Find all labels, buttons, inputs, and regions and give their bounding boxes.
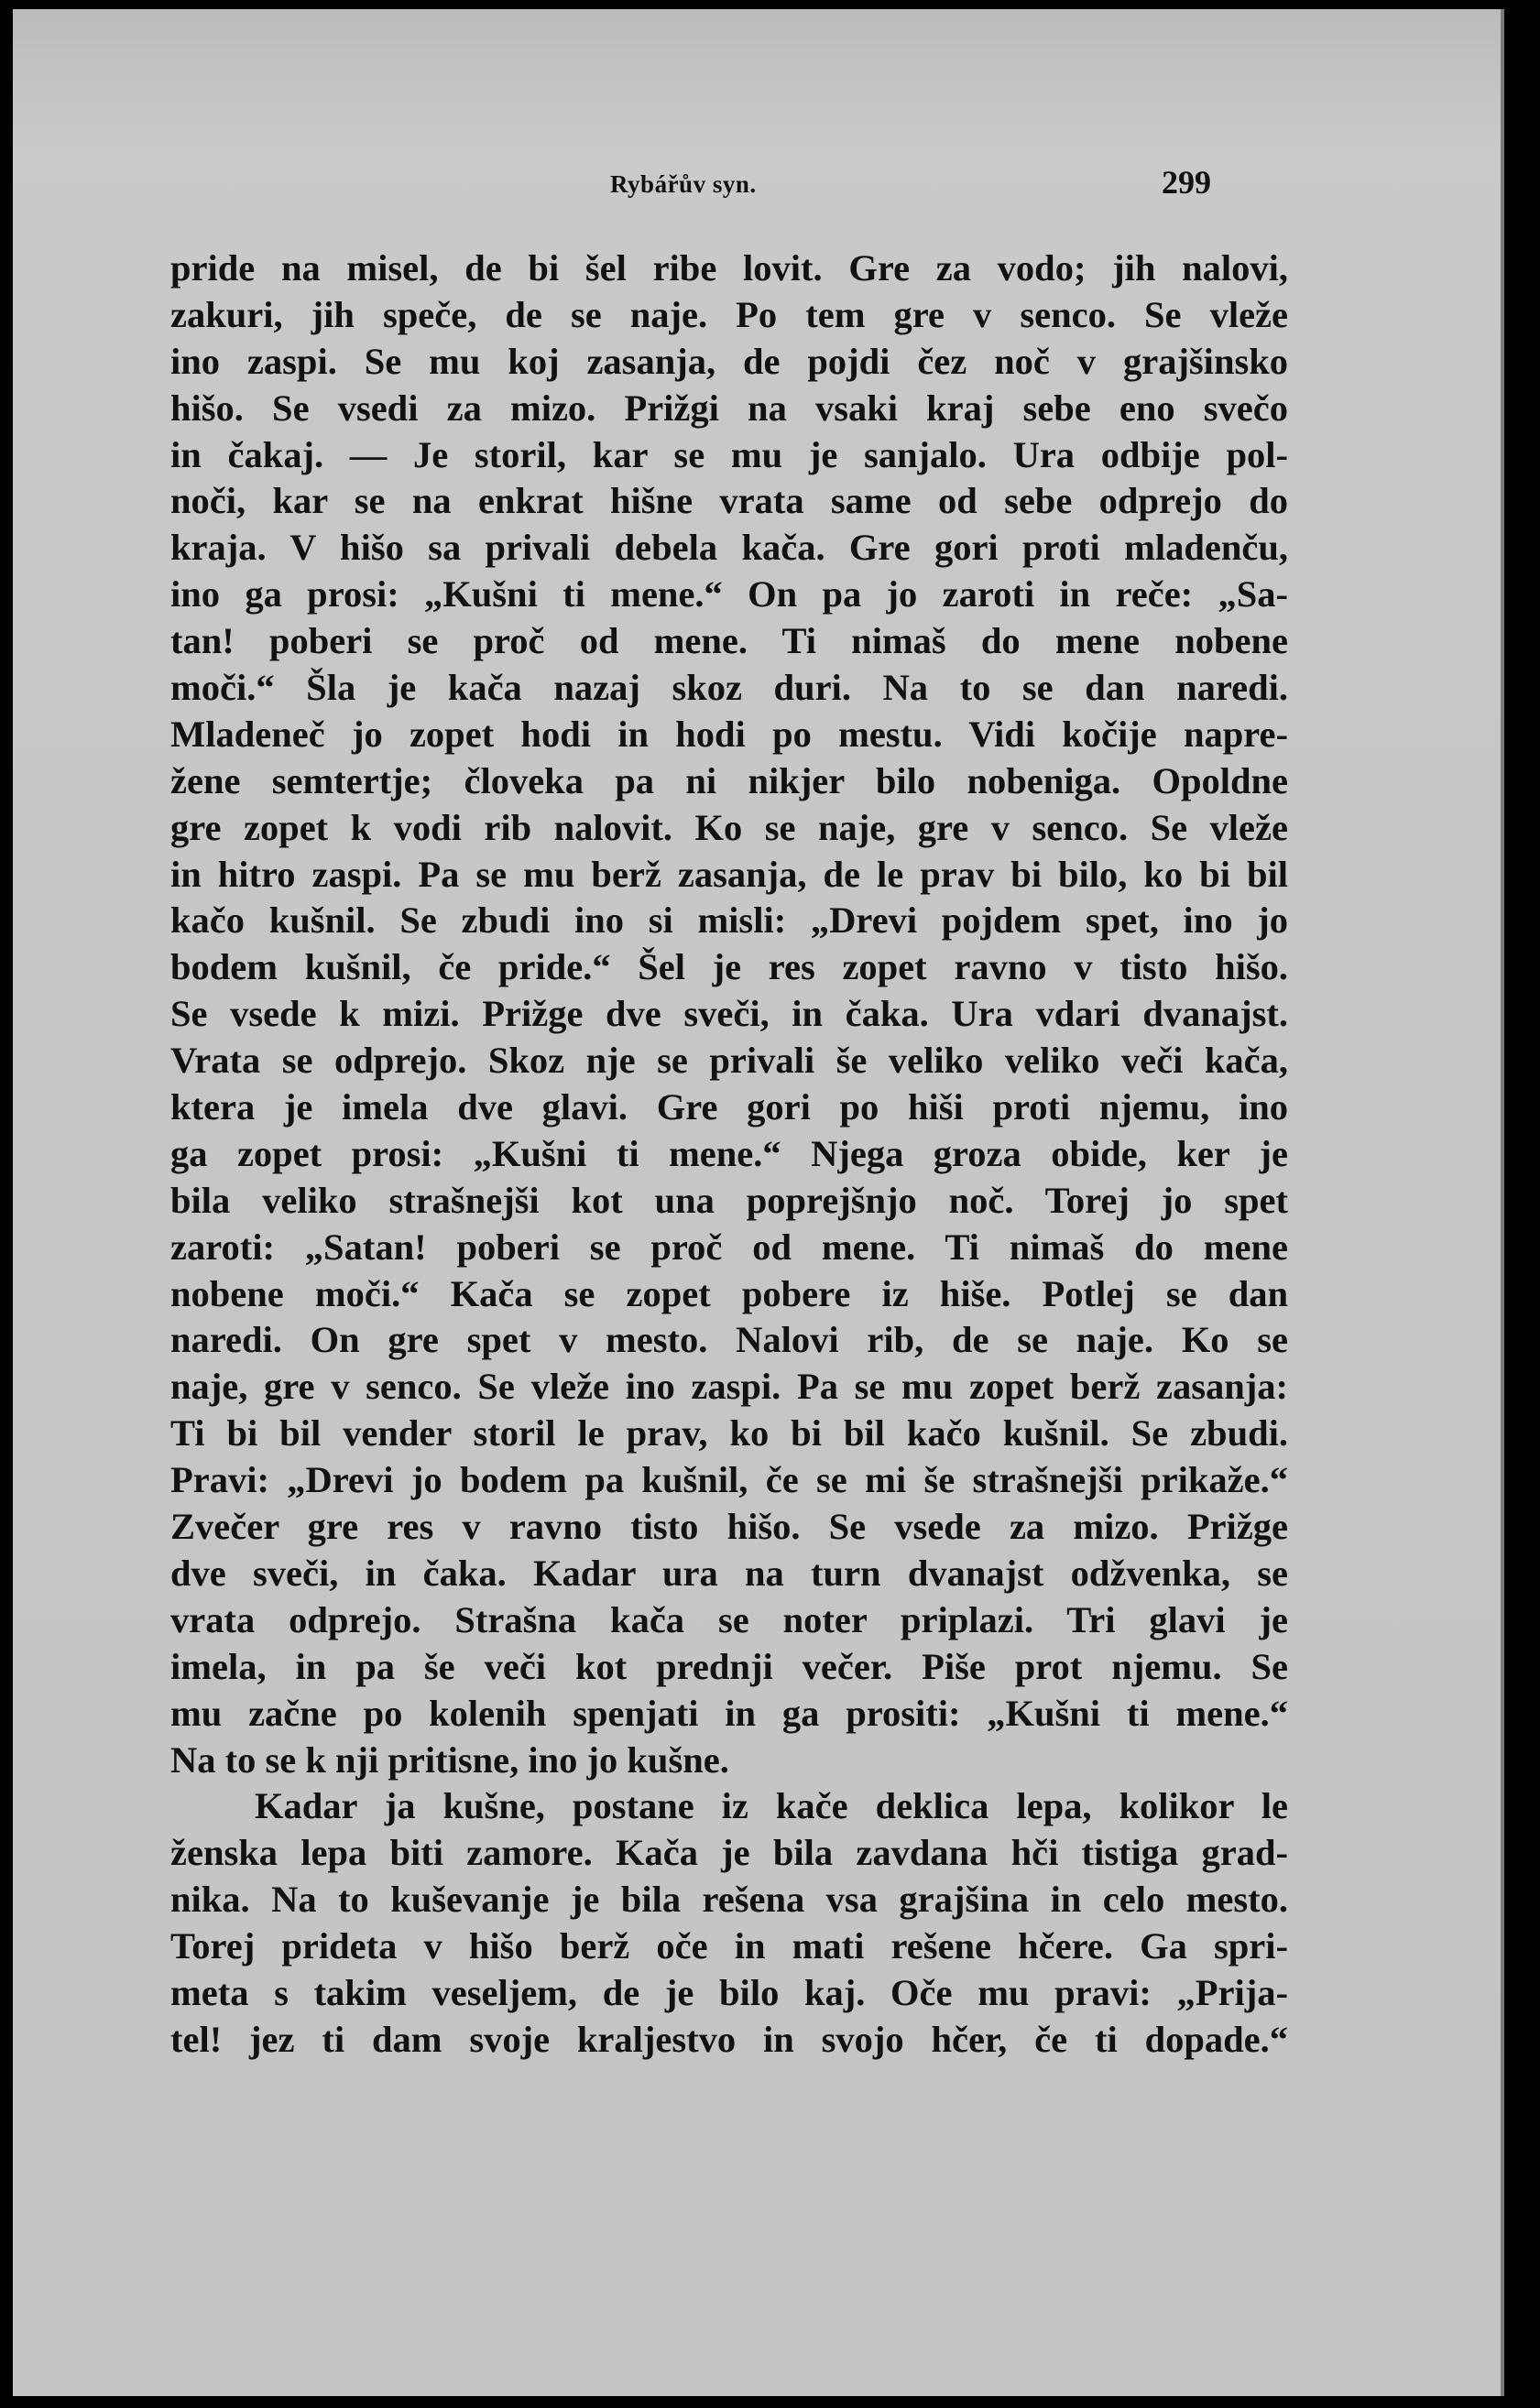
text-line: hišo. Se vsedi za mizo. Prižgi na vsaki kraj sebe eno svečo	[170, 387, 1288, 429]
text-line: noči, kar se na enkrat hišne vrata same od sebe odprejo do	[170, 480, 1288, 522]
text-line: pride na misel, de bi šel ribe lovit. Gre za vodo; jih nalovi,	[170, 247, 1288, 289]
text-line: ino zaspi. Se mu koj zasanja, de pojdi čez noč v grajšinsko	[170, 340, 1288, 382]
text-line: kraja. V hišo sa privali debela kača. Gre gori proti mladenču,	[170, 527, 1288, 569]
text-line: Pravi: „Drevi jo bodem pa kušnil, če se mi še strašnejši prikaže.“	[170, 1459, 1288, 1501]
running-head: Rybářův syn.	[610, 170, 757, 198]
text-line: meta s takim veseljem, de je bilo kaj. Oče mu pravi: „Prija-	[170, 1971, 1288, 2013]
book-page	[13, 9, 1504, 2396]
text-line: ženska lepa biti zamore. Kača je bila zavdana hči tistiga grad-	[170, 1832, 1288, 1874]
text-line: Vrata se odprejo. Skoz nje se privali še veliko veliko veči kača,	[170, 1040, 1288, 1082]
text-line: dve sveči, in čaka. Kadar ura na turn dvanajst odžvenka, se	[170, 1552, 1288, 1594]
text-line: ktera je imela dve glavi. Gre gori po hiši proti njemu, ino	[170, 1086, 1288, 1128]
text-line: ino ga prosi: „Kušni ti mene.“ On pa jo zaroti in reče: „Sa-	[170, 573, 1288, 616]
text-line: moči.“ Šla je kača nazaj skoz duri. Na to se dan naredi.	[170, 667, 1288, 709]
page-number: 299	[1162, 164, 1211, 201]
text-line: Se vsede k mizi. Prižge dve sveči, in čaka. Ura vdari dvanajst.	[170, 993, 1288, 1035]
text-line: imela, in pa še veči kot prednji večer. Piše prot njemu. Se	[170, 1645, 1288, 1687]
text-line: naje, gre v senco. Se vleže ino zaspi. Pa se mu zopet berž zasanja:	[170, 1366, 1288, 1408]
text-line: Ti bi bil vender storil le prav, ko bi bil kačo kušnil. Se zbudi.	[170, 1412, 1288, 1455]
text-line: zaroti: „Satan! poberi se proč od mene. Ti nimaš do mene	[170, 1226, 1288, 1268]
text-line: in čakaj. — Je storil, kar se mu je sanjalo. Ura odbije pol-	[170, 433, 1288, 475]
text-line: vrata odprejo. Strašna kača se noter priplazi. Tri glavi je	[170, 1598, 1288, 1640]
text-line: nobene moči.“ Kača se zopet pobere iz hiše. Potlej se dan	[170, 1272, 1288, 1314]
paragraph-1	[170, 245, 1288, 1783]
text-line: žene semtertje; človeka pa ni nikjer bilo nobeniga. Opoldne	[170, 759, 1288, 801]
text-line: Zvečer gre res v ravno tisto hišo. Se vsede za mizo. Prižge	[170, 1506, 1288, 1548]
text-line: kačo kušnil. Se zbudi ino si misli: „Drevi pojdem spet, ino jo	[170, 899, 1288, 942]
text-line: bila veliko strašnejši kot una poprejšnjo noč. Torej jo spet	[170, 1179, 1288, 1221]
text-line: Kadar ja kušne, postane iz kače deklica lepa, kolikor le	[255, 1785, 1288, 1827]
paragraph-2	[170, 1783, 1288, 2063]
text-line: nika. Na to kuševanje je bila rešena vsa grajšina in celo mesto.	[170, 1879, 1288, 1921]
body-text	[170, 245, 1288, 2064]
text-line: gre zopet k vodi rib nalovit. Ko se naje, gre v senco. Se vleže	[170, 806, 1288, 848]
text-line: ga zopet prosi: „Kušni ti mene.“ Njega groza obide, ker je	[170, 1132, 1288, 1174]
text-line: Mladeneč jo zopet hodi in hodi po mestu. Vidi kočije napre-	[170, 713, 1288, 755]
page-header	[13, 154, 1501, 209]
text-line: Torej prideta v hišo berž oče in mati rešene hčere. Ga spri-	[170, 1925, 1288, 1967]
text-line: bodem kušnil, če pride.“ Šel je res zopet ravno v tisto hišo.	[170, 946, 1288, 988]
text-line: tan! poberi se proč od mene. Ti nimaš do mene nobene	[170, 620, 1288, 662]
text-line: mu začne po kolenih spenjati in ga prositi: „Kušni ti mene.“	[170, 1692, 1288, 1734]
text-line: zakuri, jih speče, de se naje. Po tem gre v senco. Se vleže	[170, 293, 1288, 335]
text-line: Na to se k nji pritisne, ino jo kušne.	[170, 1738, 729, 1781]
text-line: tel! jez ti dam svoje kraljestvo in svojo hčer, če ti dopade.“	[170, 2018, 1288, 2060]
text-line: in hitro zaspi. Pa se mu berž zasanja, de le prav bi bilo, ko bi bil	[170, 853, 1288, 895]
text-line: naredi. On gre spet v mesto. Nalovi rib, de se naje. Ko se	[170, 1319, 1288, 1361]
